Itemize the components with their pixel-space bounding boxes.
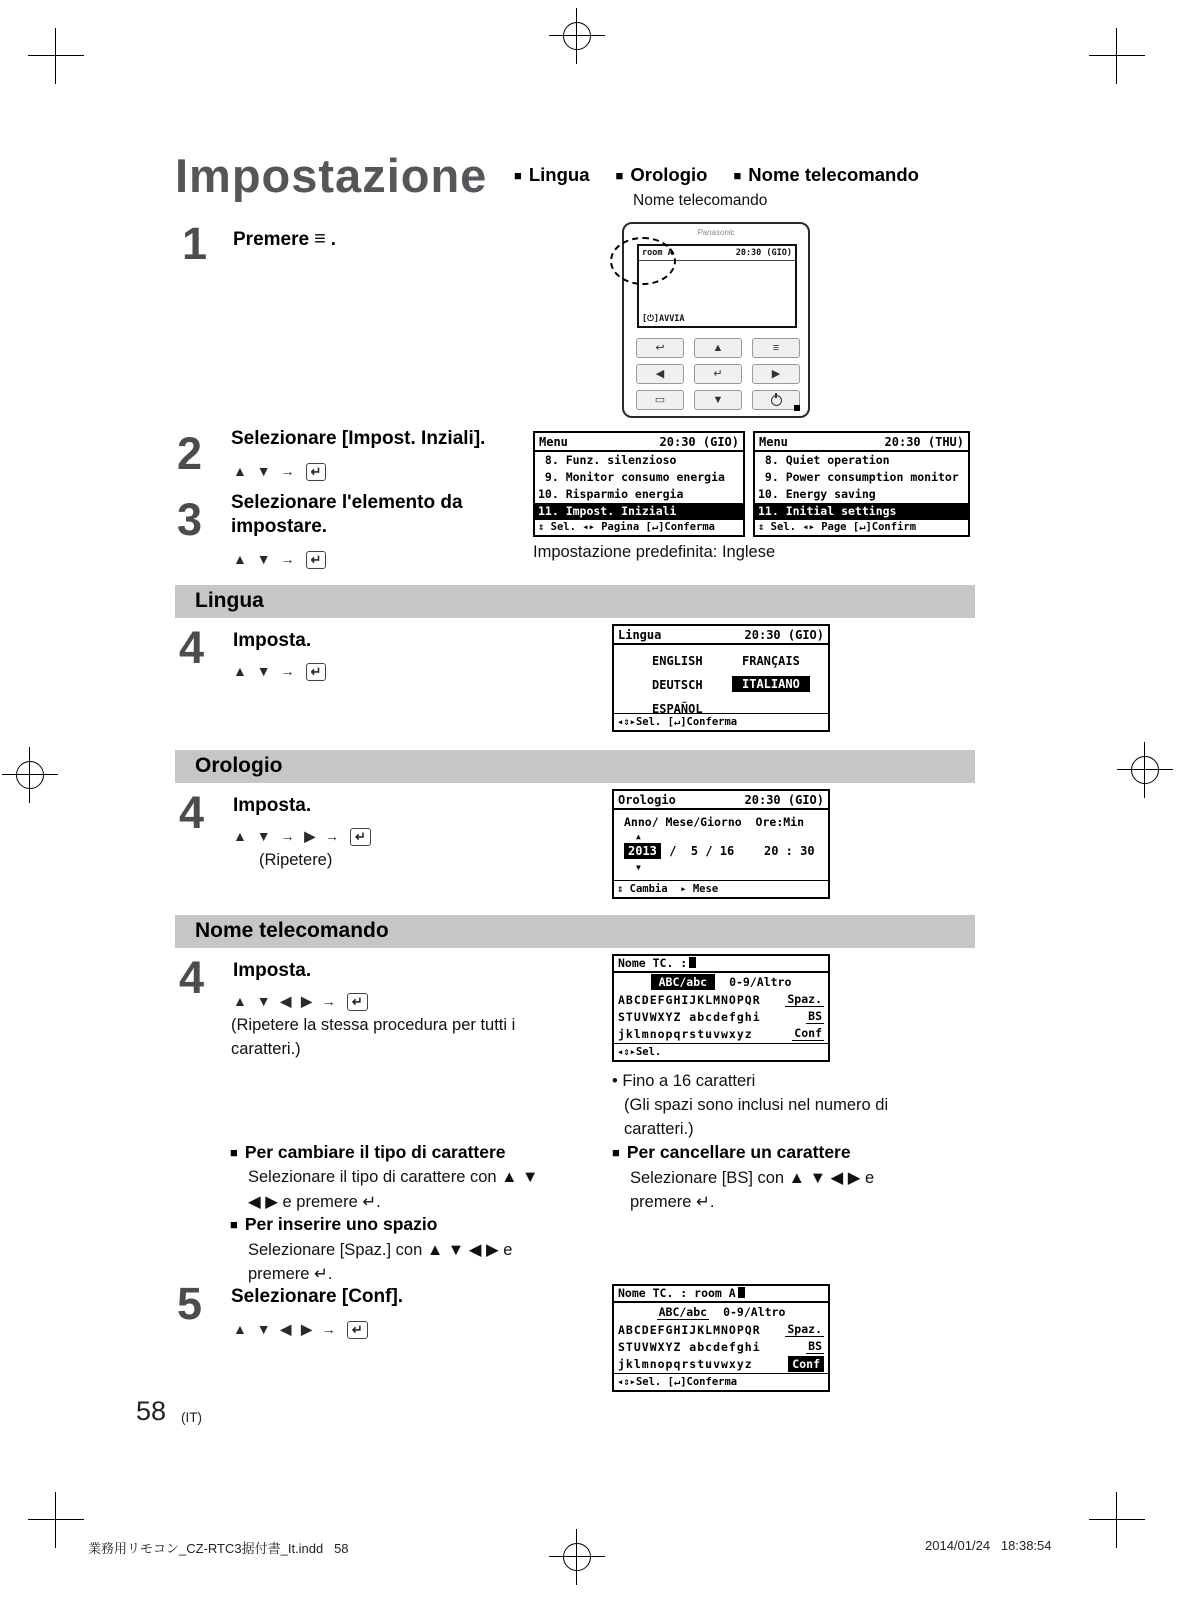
charset-tab-active: ABC/abc — [658, 1304, 708, 1319]
keyboard-row: STUVWXYZ abcdefghi — [618, 1339, 761, 1354]
registration-mark — [1089, 28, 1145, 84]
menu-item-selected: 11. Impost. Iniziali — [535, 503, 743, 520]
tip-space-body2: premere ↵. — [248, 1265, 333, 1283]
topic-orologio: ■ Orologio — [615, 164, 708, 185]
tip-space-title: ■ Per inserire uno spazio — [230, 1214, 438, 1234]
return-button: ↩ — [636, 338, 684, 358]
lcd-title: Lingua — [618, 627, 662, 642]
key-sequence: ▲ ▼ → ↵ — [233, 663, 326, 681]
lcd-clock-screen — [612, 789, 830, 899]
down-button: ▼ — [694, 390, 742, 410]
menu-item: 9. Power consumption monitor — [758, 470, 959, 484]
max-chars-note: • Fino a 16 caratteri — [612, 1072, 756, 1090]
menu-icon: ≡ — [314, 228, 326, 250]
lcd-footer: ⇕ Sel. ◂▸ Page [↵]Confirm — [755, 518, 968, 535]
repeat-note-line1: (Ripetere la stessa procedura per tutti i — [231, 1016, 516, 1034]
lcd-footer: ◂⇕▸Sel. [↵]Conferma — [614, 1373, 828, 1390]
step-number: 1 — [182, 218, 208, 269]
keyboard-row: jklmnopqrstuvwxyz — [618, 1026, 753, 1041]
lcd-title: Menu — [759, 434, 788, 449]
page-language-tag: (IT) — [181, 1410, 202, 1425]
step-number: 2 — [177, 428, 203, 479]
step-3-action-line1: Selezionare l'elemento da — [231, 492, 463, 513]
lcd-footer: ⇕ Sel. ◂▸ Pagina [↵]Conferma — [535, 518, 743, 535]
text-cursor — [689, 957, 696, 968]
backspace-key: BS — [808, 1009, 822, 1023]
step-1-action: Premere ≡ . — [233, 228, 337, 250]
tip-change-type-body2: ◀ ▶ e premere ↵. — [248, 1193, 381, 1211]
clock-time-value: 20 : 30 — [764, 844, 815, 858]
backspace-key: BS — [808, 1339, 822, 1353]
key-sequence: ▲ ▼ ◀ ▶ → ↵ — [233, 1321, 368, 1339]
tip-delete-body1: Selezionare [BS] con ▲ ▼ ◀ ▶ e — [630, 1169, 875, 1187]
step-4-nome-action: Imposta. — [233, 960, 312, 981]
text-cursor — [738, 1287, 745, 1298]
page-number: 58 — [136, 1396, 167, 1426]
registration-mark — [1089, 1492, 1145, 1548]
registration-mark — [28, 1492, 84, 1548]
lcd-footer: ◂⇕▸Sel. — [614, 1043, 828, 1060]
keyboard-row: STUVWXYZ abcdefghi — [618, 1009, 761, 1024]
confirm-key-selected: Conf — [788, 1356, 824, 1372]
registration-mark — [28, 28, 84, 84]
spinner-up-icon: ▲ — [636, 832, 641, 841]
charset-tab-inactive: 0-9/Altro — [723, 1305, 786, 1319]
registration-mark — [549, 8, 605, 64]
enter-key-icon: ↵ — [347, 993, 368, 1011]
step-number: 4 — [179, 952, 205, 1003]
registration-mark — [549, 1529, 605, 1585]
remote-name-callout: Nome telecomando — [633, 192, 768, 209]
default-language-caption: Impostazione predefinita: Inglese — [533, 543, 776, 561]
section-header-nome: Nome telecomando — [175, 915, 975, 948]
menu-item: 8. Quiet operation — [758, 453, 890, 467]
enter-key-icon: ↵ — [306, 551, 327, 569]
section-header-orologio: Orologio — [175, 750, 975, 783]
lcd-footer: ◂⇕▸Sel. [↵]Conferma — [614, 713, 828, 730]
step-number: 5 — [177, 1278, 203, 1329]
clock-date-rest: / 5 / 16 — [662, 844, 735, 858]
square-bullet-icon: ■ — [230, 1145, 238, 1160]
remote-room-name: room A — [642, 248, 673, 258]
tip-space-body1: Selezionare [Spaz.] con ▲ ▼ ◀ ▶ e — [248, 1241, 513, 1259]
lcd-name-confirm-screen — [612, 1284, 830, 1392]
max-chars-sub2: caratteri.) — [624, 1120, 694, 1138]
language-option: FRANÇAIS — [742, 654, 800, 668]
enter-key-icon: ↵ — [306, 463, 327, 481]
lcd-clock: 20:30 (THU) — [884, 434, 964, 449]
space-key: Spaz. — [787, 992, 822, 1006]
topic-lingua: ■ Lingua — [514, 164, 590, 185]
menu-item-selected: 11. Initial settings — [755, 503, 968, 520]
enter-button: ↵ — [694, 364, 742, 384]
lcd-clock: 20:30 (GIO) — [659, 434, 739, 449]
tip-delete-body2: premere ↵. — [630, 1193, 715, 1211]
lcd-footer: ⇕ Cambia ▸ Mese — [614, 880, 828, 897]
key-sequence: ▲ ▼ ◀ ▶ → ↵ — [233, 993, 368, 1011]
step-2-action: Selezionare [Impost. Inziali]. — [231, 428, 486, 449]
up-button: ▲ — [694, 338, 742, 358]
registration-mark — [2, 747, 58, 803]
square-bullet-icon: ■ — [514, 168, 522, 183]
key-sequence: ▲ ▼ → ▶ → ↵ — [233, 828, 371, 846]
remote-control-illustration — [622, 222, 810, 418]
key-sequence: ▲ ▼ → ↵ — [233, 551, 326, 569]
menu-button: ≡ — [752, 338, 800, 358]
lcd-menu-screen-it — [533, 431, 745, 537]
charset-tab-active: ABC/abc — [651, 974, 715, 990]
page-title: Impostazione — [175, 149, 488, 202]
section-header-lingua: Lingua — [175, 585, 975, 618]
keyboard-row: ABCDEFGHIJKLMNOPQR — [618, 1322, 761, 1337]
enter-key-icon: ↵ — [350, 828, 371, 846]
menu-item: 10. Energy saving — [758, 487, 876, 501]
enter-key-icon: ↵ — [347, 1321, 368, 1339]
space-key: Spaz. — [787, 1322, 822, 1336]
step-3-action-line2: impostare. — [231, 516, 328, 537]
repeat-note-line2: caratteri.) — [231, 1040, 301, 1058]
tip-change-type-body1: Selezionare il tipo di carattere con ▲ ▼ — [248, 1168, 539, 1186]
lcd-name-entry-screen — [612, 954, 830, 1062]
spinner-down-icon: ▼ — [636, 863, 641, 872]
step-4-lingua-action: Imposta. — [233, 630, 312, 651]
max-chars-sub1: (Gli spazi sono inclusi nel numero di — [624, 1096, 889, 1114]
keyboard-row: jklmnopqrstuvwxyz — [618, 1356, 753, 1371]
brand-logo: Panasonic — [697, 228, 735, 237]
square-bullet-icon: ■ — [733, 168, 742, 183]
lcd-title: Menu — [539, 434, 568, 449]
repeat-note: (Ripetere) — [259, 851, 333, 869]
topic-list — [514, 164, 919, 186]
language-option: ESPAÑOL — [652, 702, 703, 716]
square-bullet-icon: ■ — [612, 1145, 620, 1160]
square-bullet-icon: ■ — [230, 1217, 238, 1232]
lcd-clock: 20:30 (GIO) — [744, 792, 824, 807]
menu-item: 9. Monitor consumo energia — [538, 470, 725, 484]
remote-status-text: [⏻]AVVIA — [642, 314, 685, 324]
language-option-selected: ITALIANO — [732, 676, 810, 692]
menu-item: 10. Risparmio energia — [538, 487, 684, 501]
square-bullet-icon: ■ — [615, 168, 624, 183]
step-4-orologio-action: Imposta. — [233, 795, 312, 816]
power-icon — [771, 395, 782, 406]
name-highlight-circle — [610, 237, 676, 285]
clock-year-selected: 2013 — [624, 843, 661, 859]
lcd-language-screen — [612, 624, 830, 732]
language-option: DEUTSCH — [652, 678, 703, 692]
display-button: ▭ — [636, 390, 684, 410]
print-footer-right: 2014/01/24 18:38:54 — [925, 1538, 1052, 1553]
step-number: 3 — [177, 494, 203, 545]
remote-clock: 20:30 (GIO) — [735, 248, 792, 258]
key-sequence: ▲ ▼ → ↵ — [233, 463, 326, 481]
right-button: ▶ — [752, 364, 800, 384]
enter-key-icon: ↵ — [306, 663, 327, 681]
confirm-key: Conf — [794, 1026, 822, 1040]
lcd-clock: 20:30 (GIO) — [744, 627, 824, 642]
name-field: Nome TC. : room A — [614, 1286, 828, 1303]
tip-change-type-title: ■ Per cambiare il tipo di carattere — [230, 1142, 506, 1162]
tip-delete-title: ■ Per cancellare un carattere — [612, 1142, 851, 1162]
lcd-menu-screen-en — [753, 431, 970, 537]
step-number: 4 — [179, 787, 205, 838]
menu-item: 8. Funz. silenzioso — [538, 453, 677, 467]
power-button — [752, 390, 800, 410]
print-footer-left: 業務用リモコン_CZ-RTC3据付書_It.indd 58 — [88, 1541, 349, 1556]
led-indicator — [794, 405, 800, 411]
topic-nome-telecomando: ■ Nome telecomando — [733, 164, 919, 185]
left-button: ◀ — [636, 364, 684, 384]
remote-keypad — [636, 338, 800, 410]
keyboard-row: ABCDEFGHIJKLMNOPQR — [618, 992, 761, 1007]
registration-mark — [1117, 742, 1173, 798]
language-option: ENGLISH — [652, 654, 703, 668]
name-field: Nome TC. : — [614, 956, 828, 973]
step-number: 4 — [179, 622, 205, 673]
clock-columns-label: Anno/ Mese/Giorno Ore:Min — [624, 815, 805, 829]
lcd-title: Orologio — [618, 792, 676, 807]
charset-tab-inactive: 0-9/Altro — [729, 975, 792, 989]
step-5-action: Selezionare [Conf]. — [231, 1286, 404, 1307]
